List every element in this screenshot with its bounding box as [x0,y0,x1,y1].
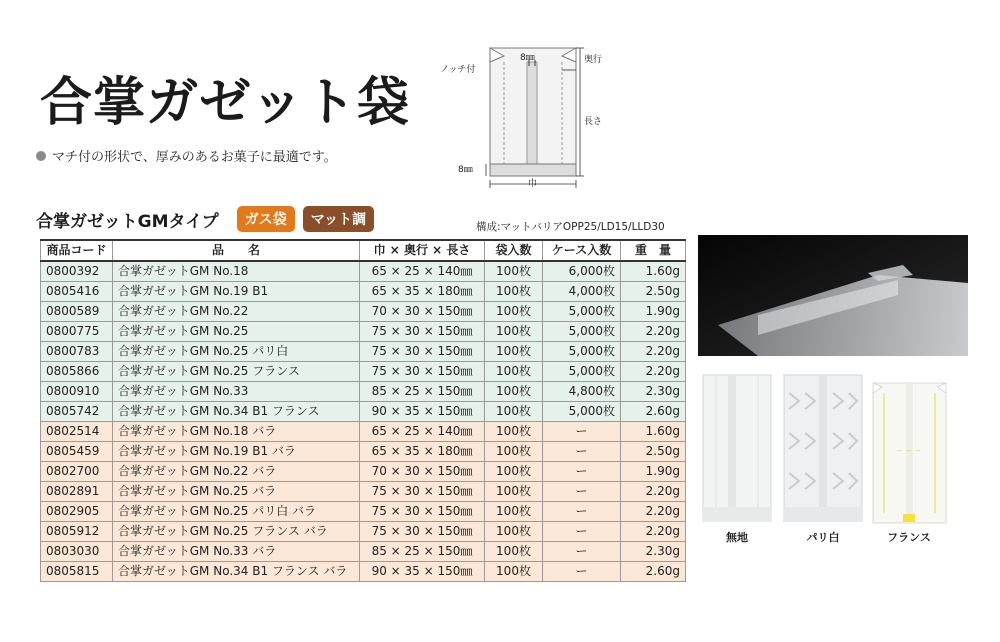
table-cell-size: 70 × 30 × 150㎜ [360,462,485,482]
table-cell-code: 0805742 [41,402,113,422]
table-cell-name: 合掌ガゼットGM No.18 [113,261,360,282]
table-cell-weight: 2.50g [621,442,686,462]
seal-top-label: 8㎜ [520,53,535,63]
table-cell-size: 75 × 30 × 150㎜ [360,482,485,502]
table-cell-name: 合掌ガゼットGM No.33 バラ [113,542,360,562]
table-cell-size: 70 × 30 × 150㎜ [360,302,485,322]
table-cell-code: 0800589 [41,302,113,322]
table-cell-qty: 100枚 [485,362,543,382]
composition-text: 構成:マットバリアOPP25/LD15/LLD30 [476,221,665,233]
table-cell-size: 75 × 30 × 150㎜ [360,342,485,362]
table-cell-name: 合掌ガゼットGM No.18 バラ [113,422,360,442]
table-cell-case: ー [543,542,621,562]
table-cell-weight: 2.20g [621,482,686,502]
lead-text [36,146,337,165]
table-cell-code: 0802700 [41,462,113,482]
table-cell-case: ー [543,442,621,462]
table-cell-qty: 100枚 [485,342,543,362]
table-cell-case: 5,000枚 [543,362,621,382]
table-cell-case: ー [543,482,621,502]
table-cell-code: 0805815 [41,562,113,582]
table-cell-weight: 1.60g [621,261,686,282]
table-cell-name: 合掌ガゼットGM No.25 パリ白 バラ [113,502,360,522]
table-row [41,382,686,402]
table-cell-case: 5,000枚 [543,342,621,362]
table-cell-code: 0805912 [41,522,113,542]
table-cell-name: 合掌ガゼットGM No.25 パリ白 [113,342,360,362]
table-cell-weight: 2.30g [621,382,686,402]
table-cell-name: 合掌ガゼットGM No.25 フランス バラ [113,522,360,542]
table-cell-case: 5,000枚 [543,322,621,342]
table-row [41,422,686,442]
table-header-row [41,240,686,261]
table-cell-case: 4,800枚 [543,382,621,402]
table-cell-code: 0802905 [41,502,113,522]
table-cell-case: ー [543,522,621,542]
photo-label-pari-white: パリ白 [806,531,840,544]
table-cell-weight: 2.20g [621,322,686,342]
table-row [41,522,686,542]
table-cell-weight: 2.30g [621,542,686,562]
table-cell-size: 75 × 30 × 150㎜ [360,362,485,382]
column-header: 巾 × 奥行 × 長さ [360,240,485,261]
table-cell-qty: 100枚 [485,322,543,342]
table-cell-size: 65 × 35 × 180㎜ [360,282,485,302]
section-title: 合掌ガゼットGMタイプ [36,211,219,232]
table-cell-name: 合掌ガゼットGM No.25 [113,322,360,342]
table-cell-code: 0802891 [41,482,113,502]
table-cell-name: 合掌ガゼットGM No.22 [113,302,360,322]
table-cell-name: 合掌ガゼットGM No.34 B1 フランス バラ [113,562,360,582]
table-cell-size: 85 × 25 × 150㎜ [360,542,485,562]
table-cell-weight: 2.60g [621,562,686,582]
table-cell-name: 合掌ガゼットGM No.19 B1 [113,282,360,302]
table-cell-size: 65 × 25 × 140㎜ [360,422,485,442]
table-row [41,562,686,582]
table-cell-case: ー [543,462,621,482]
table-cell-case: ー [543,502,621,522]
bullet-icon [36,151,46,161]
table-cell-weight: 1.90g [621,462,686,482]
table-row [41,362,686,382]
section-header [36,206,374,232]
column-header: ケース入数 [543,240,621,261]
depth-label: 奥行 [584,55,603,65]
table-row [41,442,686,462]
table-cell-size: 90 × 35 × 150㎜ [360,562,485,582]
table-cell-case: 5,000枚 [543,302,621,322]
notch-label: ノッチ付 [440,65,476,75]
length-label: 長さ [584,117,603,127]
table-body [41,261,686,582]
table-cell-code: 0800392 [41,261,113,282]
table-cell-weight: 2.20g [621,502,686,522]
table-cell-size: 90 × 35 × 150㎜ [360,402,485,422]
table-cell-weight: 2.20g [621,362,686,382]
table-cell-qty: 100枚 [485,282,543,302]
table-cell-name: 合掌ガゼットGM No.22 バラ [113,462,360,482]
table-cell-qty: 100枚 [485,302,543,322]
table-cell-case: 4,000枚 [543,282,621,302]
table-row [41,502,686,522]
table-cell-code: 0800910 [41,382,113,402]
table-row [41,342,686,362]
table-cell-weight: 2.60g [621,402,686,422]
table-row [41,261,686,282]
table-cell-qty: 100枚 [485,382,543,402]
table-cell-qty: 100枚 [485,422,543,442]
table-cell-size: 75 × 30 × 150㎜ [360,502,485,522]
table-cell-name: 合掌ガゼットGM No.25 フランス [113,362,360,382]
bag-photo-plain [702,373,772,523]
table-cell-code: 0805866 [41,362,113,382]
table-row [41,542,686,562]
lead-label: マチ付の形状で、厚みのあるお菓子に最適です。 [52,150,337,165]
column-header: 品 名 [113,240,360,261]
table-cell-code: 0800783 [41,342,113,362]
table-cell-size: 75 × 30 × 150㎜ [360,522,485,542]
table-cell-case: ー [543,562,621,582]
table-row [41,302,686,322]
column-header: 袋入数 [485,240,543,261]
bag-photo-france [872,373,947,525]
table-cell-size: 65 × 35 × 180㎜ [360,442,485,462]
table-cell-weight: 2.20g [621,522,686,542]
table-cell-name: 合掌ガゼットGM No.33 [113,382,360,402]
table-cell-size: 75 × 30 × 150㎜ [360,322,485,342]
table-cell-code: 0802514 [41,422,113,442]
product-spec-table [40,239,686,582]
seal-bottom-label: 8㎜ [458,165,473,175]
table-cell-name: 合掌ガゼットGM No.19 B1 バラ [113,442,360,462]
table-cell-code: 0805459 [41,442,113,462]
table-cell-qty: 100枚 [485,482,543,502]
table-cell-case: ー [543,422,621,442]
table-cell-code: 0805416 [41,282,113,302]
svg-text:~ ~ ~: ~ ~ ~ [896,446,922,455]
table-cell-qty: 100枚 [485,522,543,542]
product-photo-main [698,235,968,356]
bag-dimension-diagram [428,40,618,200]
matte-badge: マット調 [303,206,374,232]
table-cell-weight: 2.20g [621,342,686,362]
table-cell-case: 6,000枚 [543,261,621,282]
table-row [41,282,686,302]
gas-bag-badge: ガス袋 [237,206,295,232]
table-cell-name: 合掌ガゼットGM No.25 バラ [113,482,360,502]
column-header: 商品コード [41,240,113,261]
table-cell-qty: 100枚 [485,402,543,422]
table-cell-code: 0800775 [41,322,113,342]
table-row [41,482,686,502]
table-row [41,462,686,482]
table-cell-qty: 100枚 [485,462,543,482]
table-cell-weight: 1.60g [621,422,686,442]
table-cell-qty: 100枚 [485,442,543,462]
table-cell-qty: 100枚 [485,542,543,562]
table-cell-size: 65 × 25 × 140㎜ [360,261,485,282]
table-cell-case: 5,000枚 [543,402,621,422]
table-cell-qty: 100枚 [485,562,543,582]
column-header: 重 量 [621,240,686,261]
width-label: 巾 [528,179,538,189]
table-cell-weight: 1.90g [621,302,686,322]
table-row [41,322,686,342]
table-cell-code: 0803030 [41,542,113,562]
table-cell-size: 85 × 25 × 150㎜ [360,382,485,402]
table-cell-qty: 100枚 [485,502,543,522]
table-row [41,402,686,422]
page-title: 合掌ガゼット袋 [40,72,410,133]
bag-photo-pari-white [783,373,863,523]
table-cell-name: 合掌ガゼットGM No.34 B1 フランス [113,402,360,422]
photo-label-france: フランス [887,531,931,544]
table-cell-qty: 100枚 [485,261,543,282]
table-cell-weight: 2.50g [621,282,686,302]
photo-label-plain: 無地 [726,531,748,544]
